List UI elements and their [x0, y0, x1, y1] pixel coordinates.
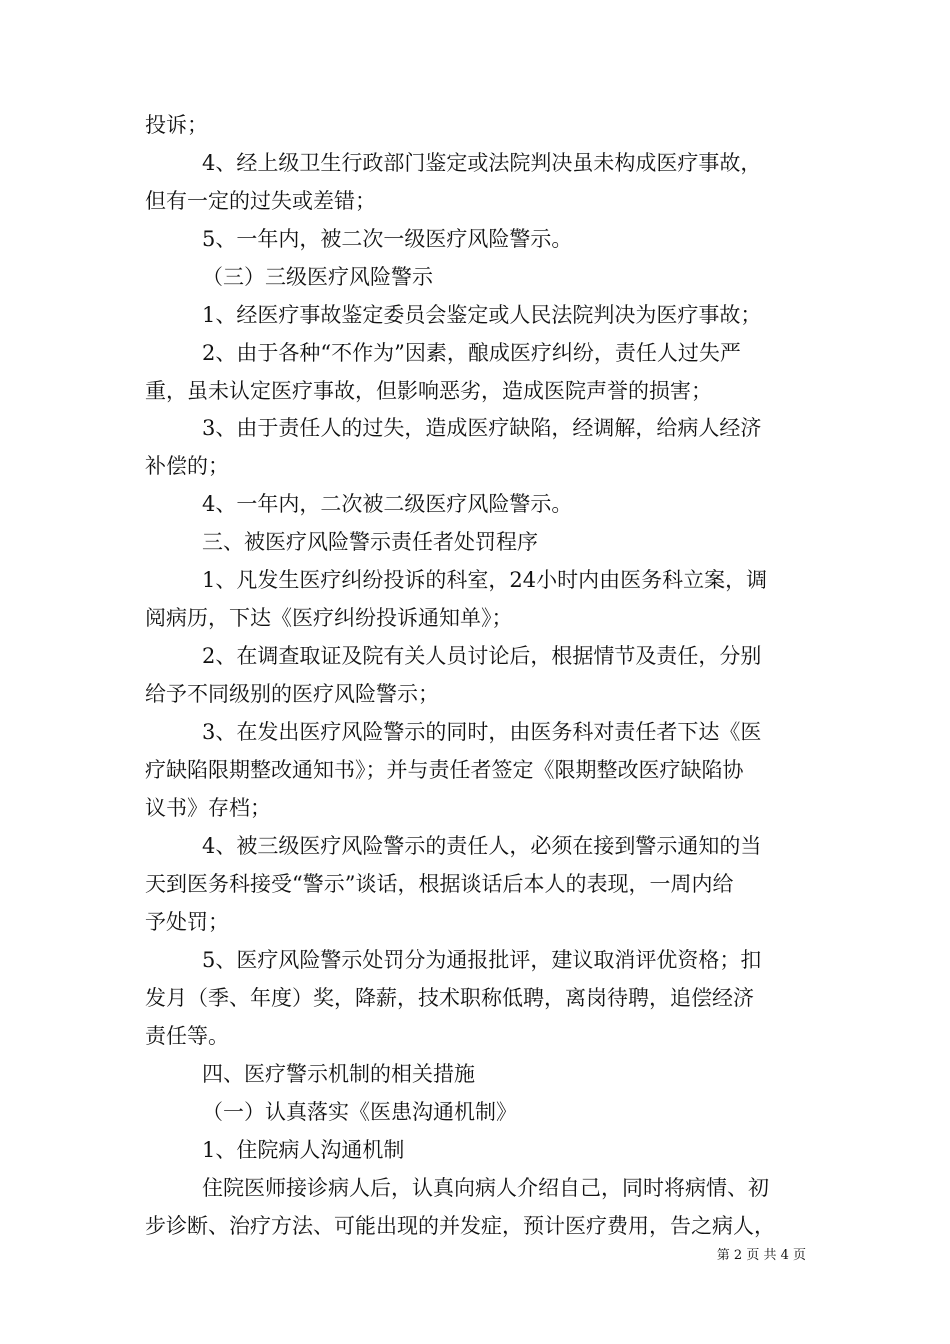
text-line: 步诊断、治疗方法、可能出现的并发症，预计医疗费用，告之病人，	[145, 1214, 775, 1238]
text-line: 投诉；	[145, 113, 208, 137]
text-line: 4、一年内，二次被二级医疗风险警示。	[202, 492, 573, 516]
text-line: 2、在调查取证及院有关人员讨论后，根据情节及责任，分别	[202, 644, 762, 668]
text-line: 但有一定的过失或差错；	[145, 189, 376, 213]
text-line: （三）三级医疗风险警示	[202, 265, 433, 289]
text-line: 4、经上级卫生行政部门鉴定或法院判决虽未构成医疗事故，	[202, 151, 762, 175]
text-line: 予处罚；	[145, 910, 229, 934]
text-line: 疗缺陷限期整改通知书》；并与责任者签定《限期整改医疗缺陷协	[145, 758, 744, 782]
text-line: 1、凡发生医疗纠纷投诉的科室，24小时内由医务科立案，调	[202, 568, 768, 592]
text-line: （一）认真落实《医患沟通机制》	[202, 1100, 517, 1124]
text-line: 2、由于各种“不作为”因素，酿成医疗纠纷，责任人过失严	[202, 341, 741, 365]
text-line: 重，虽未认定医疗事故，但影响恶劣，造成医院声誉的损害；	[145, 379, 712, 403]
text-line: 议书》存档；	[145, 796, 271, 820]
text-line: 1、住院病人沟通机制	[202, 1138, 405, 1162]
page-footer: 第 2 页 共 4 页	[716, 1248, 806, 1263]
text-line: 3、由于责任人的过失，造成医疗缺陷，经调解，给病人经济	[202, 416, 762, 440]
text-line: 天到医务科接受“警示”谈话，根据谈话后本人的表现，一周内给	[145, 872, 734, 896]
text-line: 5、一年内，被二次一级医疗风险警示。	[202, 227, 573, 251]
text-line: 责任等。	[145, 1024, 229, 1048]
text-line: 阅病历，下达《医疗纠纷投诉通知单》；	[145, 606, 513, 630]
text-line: 5、医疗风险警示处罚分为通报批评，建议取消评优资格；扣	[202, 948, 762, 972]
text-line: 三、被医疗风险警示责任者处罚程序	[202, 530, 538, 554]
text-line: 四、医疗警示机制的相关措施	[202, 1062, 475, 1086]
text-line: 3、在发出医疗风险警示的同时，由医务科对责任者下达《医	[202, 720, 762, 744]
text-line: 补偿的；	[145, 454, 229, 478]
text-line: 给予不同级别的医疗风险警示；	[145, 682, 439, 706]
text-line: 发月（季、年度）奖，降薪，技术职称低聘，离岗待聘，追偿经济	[145, 986, 754, 1010]
text-line: 住院医师接诊病人后，认真向病人介绍自己，同时将病情、初	[202, 1176, 769, 1200]
text-line: 1、经医疗事故鉴定委员会鉴定或人民法院判决为医疗事故；	[202, 303, 762, 327]
text-line: 4、被三级医疗风险警示的责任人，必须在接到警示通知的当	[202, 834, 762, 858]
